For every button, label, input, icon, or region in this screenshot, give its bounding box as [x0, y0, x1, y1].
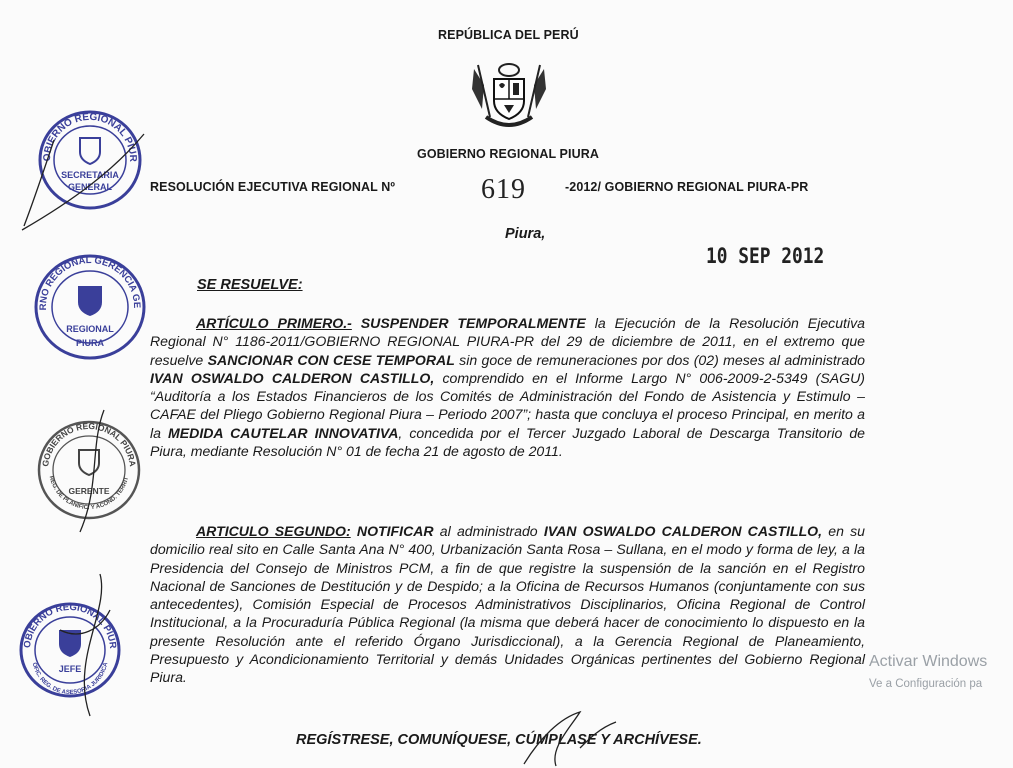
activation-watermark-subtitle: Ve a Configuración pa	[869, 678, 983, 690]
article-1-action: SUSPENDER TEMPORALMENTE	[360, 315, 586, 331]
stamp-4-center-text: JEFE	[58, 664, 82, 674]
stamp-2-ring-text: RNO REGIONAL GERENCIA GE	[37, 254, 143, 311]
stamp-1-ring-text: OBIERNO REGIONAL PIUR	[41, 111, 139, 163]
stamp-1-center-text: SECRETARIA	[61, 170, 119, 180]
resolution-prefix: RESOLUCIÓN EJECUTIVA REGIONAL Nº	[150, 180, 396, 194]
article-2	[150, 522, 865, 687]
signature-scribble	[14, 130, 154, 240]
stamp-gerencia-general	[32, 252, 148, 367]
article-2-heading: ARTICULO SEGUNDO:	[196, 523, 351, 539]
resolution-suffix: -2012/ GOBIERNO REGIONAL PIURA-PR	[565, 180, 809, 194]
country-heading: REPÚBLICA DEL PERÚ	[438, 28, 579, 42]
institution-heading: GOBIERNO REGIONAL PIURA	[417, 147, 599, 161]
signature-scribble	[40, 570, 120, 720]
stamp-2-center-text-2: PIURA	[75, 338, 105, 348]
article-1-text: sin goce de remuneraciones por dos (02) meses al administrado	[454, 351, 866, 368]
article-2-text: en su domicilio real sito en Calle Santa Ana N° 400, Urbanización Santa Rosa – Sullana, en el modo y forma de ley, a la Presidencia del Consejo de Ministros PCM, a fin de que registre la suspensión de la sanción en el Registro Nacional de Sanciones de Destitución y de Despido; a la Oficina de Recursos Humanos (conjuntamente con sus antecedentes), Comisión Especial de Procesos Administrativos Disciplinarios, Oficina Regional de Control Institucional, a la Procuraduría Pública Regional (la misma que deberá hacer de conocimiento lo dispuesto en la presente Resolución ante el referido Órgano Jurisdiccional), a la Gerencia Regional de Planeamiento, Presupuesto y Acondicionamiento Territorial y demás Unidades Orgánicas pertinentes del Gobierno Regional Piura.	[150, 523, 865, 686]
closing-line: REGÍSTRESE, COMUNÍQUESE, CÚMPLASE Y ARCHÍVESE.	[296, 732, 702, 748]
article-1-text: comprendido en el Informe Largo N° 006-2009-2-5349 (SAGU) “Auditoría a los Estados Financieros de los Comités de Administración del Fondo de Asistencia y Estimulo – CAFAE del Pliego Gobierno Regional Piura – Periodo 2007”; hasta que concluya el proceso Principal, en merito a la	[150, 369, 865, 441]
article-1-measure: MEDIDA CAUTELAR INNOVATIVA	[168, 424, 399, 441]
article-1-sanction: SANCIONAR CON CESE TEMPORAL	[207, 351, 455, 368]
coat-of-arms	[468, 55, 550, 135]
stamp-4-ring-text: OBIERNO REGIONAL PIUR	[21, 601, 119, 650]
stamp-2-center-text: REGIONAL	[66, 324, 114, 334]
place-label: Piura,	[505, 226, 546, 242]
stamp-3-ring-text: GOBIERNO REGIONAL PIURA	[40, 420, 138, 468]
stamp-3-center-text: GERENTE	[68, 486, 110, 496]
stamp-3-bottom-ring-text: REG. DE PLANIFIC. Y ACOND. TERRIT	[47, 475, 131, 512]
article-2-person: IVAN OSWALDO CALDERON CASTILLO,	[543, 523, 823, 539]
article-1-heading: ARTÍCULO PRIMERO.-	[196, 315, 352, 331]
stamp-4-bottom-ring-text: OFIC. REG. DE ASESORIA JURIDICA	[30, 661, 110, 697]
signature-scribble	[60, 406, 120, 536]
stamp-1-center-text-2: GENERAL	[67, 182, 113, 192]
resolution-number: 619	[481, 174, 526, 205]
article-2-action: NOTIFICAR	[356, 523, 434, 539]
article-1-person: IVAN OSWALDO CALDERON CASTILLO,	[150, 369, 435, 386]
resolve-heading: SE RESUELVE:	[197, 277, 303, 293]
article-2-text: al administrado	[433, 523, 544, 539]
signature-scribble	[520, 708, 620, 768]
article-1-text: la Ejecución de la Resolución Ejecutiva Regional N° 1186-2011/GOBIERNO REGIONAL PIURA-PR del 29 de diciembre de 2011, en el extremo que resuelve	[150, 315, 865, 368]
article-1	[150, 314, 865, 460]
article-1-text: , concedida por el Tercer Juzgado Laboral de Descarga Transitorio de Piura, mediante Resolución N° 01 de fecha 21 de agosto de 2011.	[150, 424, 866, 460]
date-stamp: 10 SEP 2012	[706, 244, 825, 268]
activation-watermark-title: Activar Windows	[869, 653, 988, 670]
